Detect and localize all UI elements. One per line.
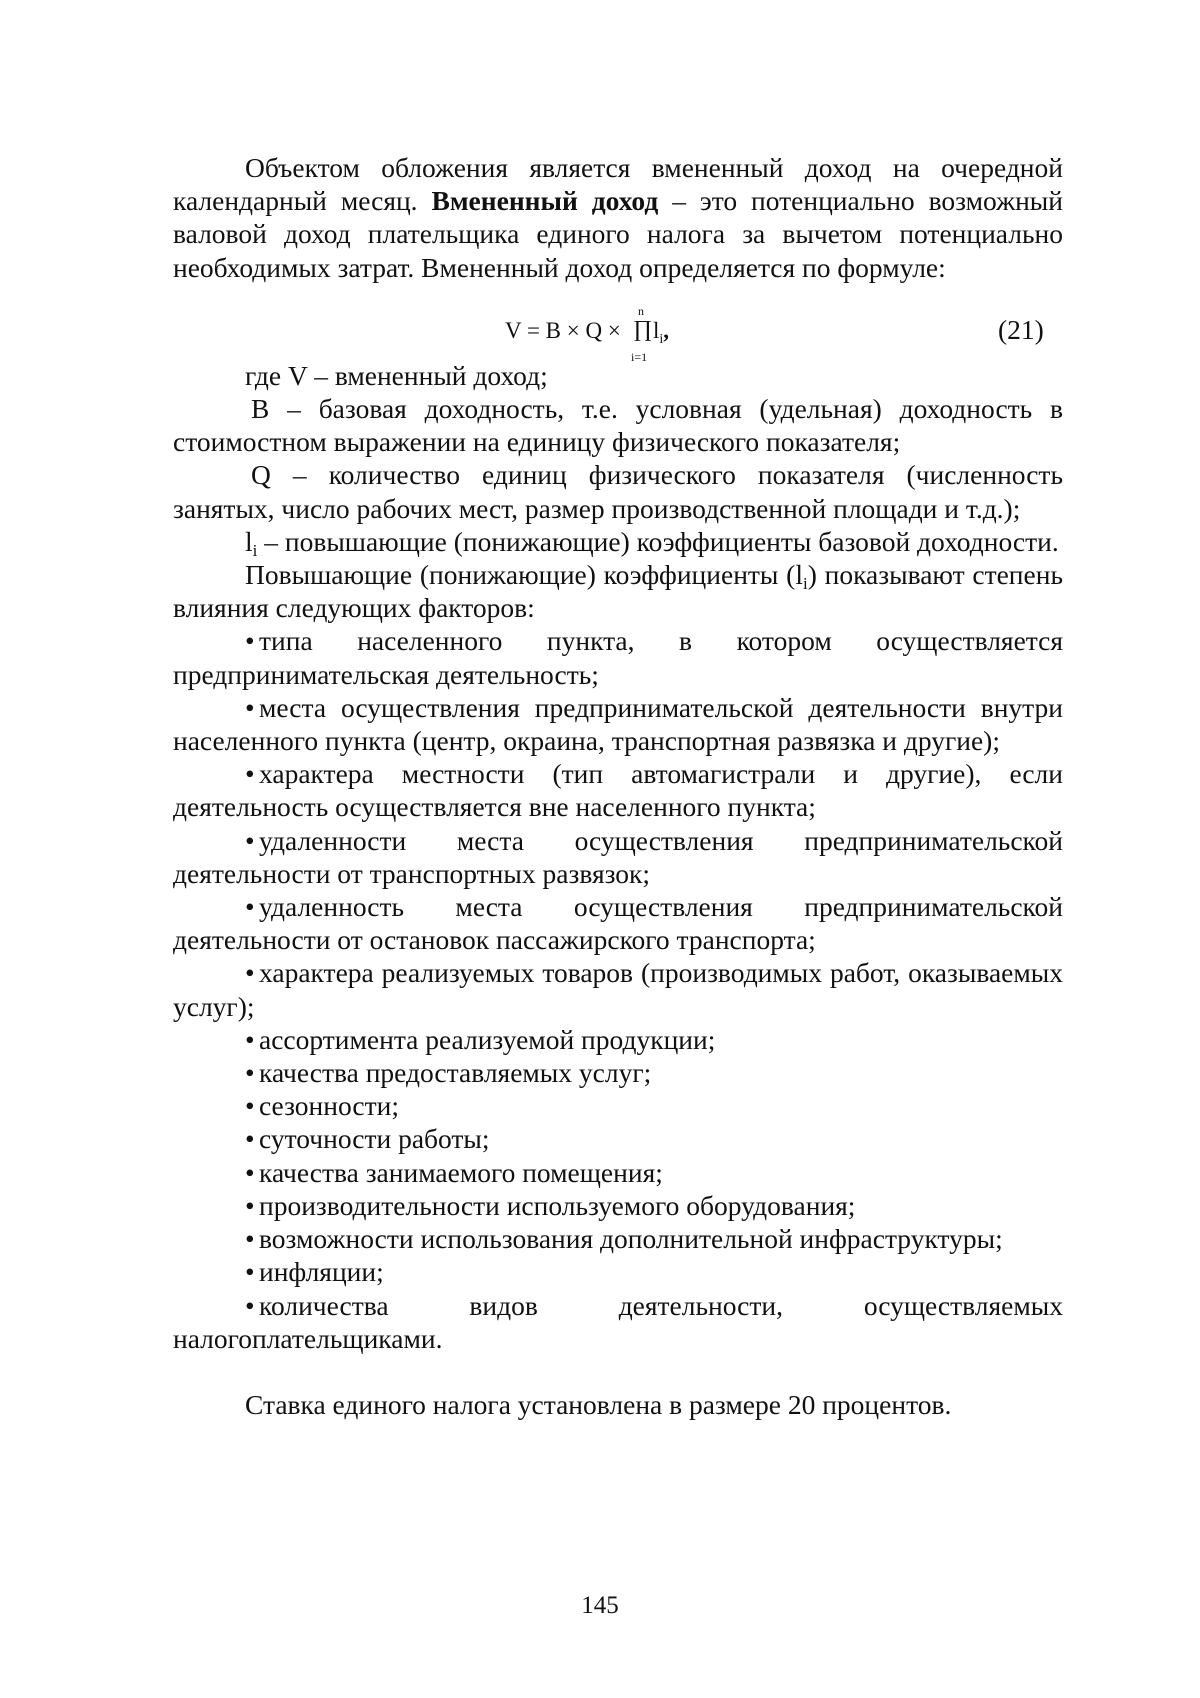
definition-b: B – базовая доходность, т.е. условная (удельная) доходность в стоимостном выражении на единицу физического показателя; — [173, 393, 1063, 458]
list-item-text: удаленности места осуществления предпринимательской деятельности от транспортных развязок; — [173, 824, 1063, 889]
list-item-text: качества занимаемого помещения; — [259, 1156, 663, 1188]
list-item-text: места осуществления предпринимательской деятельности внутри населенного пункта (центр, окраина, транспортная развязка и другие); — [173, 691, 1063, 757]
list-item — [173, 824, 1063, 890]
bullet-icon: • — [245, 1057, 255, 1089]
list-item-text: ассортимента реализуемой продукции; — [259, 1023, 716, 1055]
list-item-text: удаленность места осуществления предпринимательской деятельности от остановок пассажирского транспорта; — [173, 891, 1063, 956]
product-upper-limit: n — [638, 303, 644, 318]
tax-rate-sentence: Ставка единого налога установлена в размере 20 процентов. — [245, 1388, 952, 1420]
product-operator — [631, 297, 653, 364]
body-text — [173, 151, 1063, 1421]
bullet-icon: • — [245, 957, 255, 989]
intro-text-end: – это потенциально возможный валовой доход плательщика единого налога за вычетом потенциально необходимых затрат. Вмененный доход определяется по формуле: — [173, 185, 1063, 283]
page-number: 145 — [581, 1592, 619, 1619]
list-item — [173, 890, 1063, 956]
list-item-text: суточности работы; — [259, 1123, 490, 1155]
list-item-text: производительности используемого оборудования; — [259, 1189, 856, 1221]
l-definition-text: – повышающие (понижающие) коэффициенты базовой доходности. — [257, 525, 1059, 557]
bullet-icon: • — [245, 1023, 255, 1055]
list-item — [173, 956, 1063, 1022]
formula-comma: , — [663, 317, 670, 343]
factors-index: i — [802, 574, 808, 594]
bullet-icon: • — [245, 1156, 255, 1188]
formula-lhs: V = B × Q × — [505, 317, 621, 343]
formula-factor — [653, 314, 669, 356]
bullet-icon: • — [245, 758, 255, 790]
definition-v: где V – вмененный доход; — [245, 359, 548, 391]
definition-l — [173, 525, 1063, 558]
equation-number: (21) — [998, 313, 1044, 345]
list-item — [173, 757, 1063, 823]
list-item-text: типа населенного пункта, в котором осуществляется предпринимательская деятельность; — [173, 625, 1063, 690]
spacer — [173, 1355, 1063, 1388]
list-item-text: возможности использования дополнительной инфраструктуры; — [259, 1223, 1003, 1255]
list-item — [173, 691, 1063, 757]
list-item — [173, 624, 1063, 690]
definition-q: Q – количество единиц физического показателя (численность занятых, число рабочих мест, размер производственной площади и т.д.); — [173, 459, 1063, 524]
list-item — [173, 1089, 1063, 1122]
list-item — [173, 1122, 1063, 1155]
list-item-text: характера местности (тип автомагистрали и другие), если деятельность осуществляется вне населенного пункта; — [173, 758, 1063, 823]
factor-index: i — [659, 331, 664, 347]
list-item — [173, 1023, 1063, 1056]
bullet-icon: • — [245, 1256, 255, 1288]
list-item — [173, 1056, 1063, 1089]
factors-text-start: Повышающие (понижающие) коэффициенты (l — [245, 559, 803, 591]
formula-block — [173, 297, 1063, 364]
bullet-icon: • — [245, 1123, 255, 1155]
factor-symbol: l — [653, 317, 660, 343]
bullet-icon: • — [245, 891, 255, 923]
list-item — [173, 1289, 1063, 1355]
factors-text-end: ) показывают степень влияния следующих факторов: — [173, 559, 1063, 624]
bullet-icon: • — [245, 824, 255, 856]
bullet-icon: • — [245, 1289, 255, 1321]
product-lower-limit: i=1 — [631, 349, 648, 364]
list-item-text: количества видов деятельности, осуществляемых налогоплательщиками. — [173, 1289, 1063, 1354]
list-item-text: характера реализуемых товаров (производимых работ, оказываемых услуг); — [173, 957, 1063, 1022]
bullet-icon: • — [245, 691, 255, 723]
intro-paragraph — [173, 151, 1063, 284]
bullet-icon: • — [245, 1189, 255, 1221]
list-item-text: инфляции; — [259, 1256, 384, 1288]
intro-text-start: Объектом обложения является вмененный доход на очередной календарный месяц. — [173, 152, 1063, 217]
l-symbol: l — [245, 525, 253, 557]
list-item — [173, 1222, 1063, 1255]
bullet-icon: • — [245, 1223, 255, 1255]
l-index: i — [252, 540, 258, 560]
list-item — [173, 1156, 1063, 1189]
factors-list — [173, 624, 1063, 1354]
list-item-text: качества предоставляемых услуг; — [259, 1057, 652, 1089]
list-item-text: сезонности; — [259, 1090, 399, 1122]
list-item — [173, 1255, 1063, 1288]
bullet-icon: • — [245, 625, 255, 657]
term-imputed-income: Вмененный доход — [431, 185, 659, 217]
list-item — [173, 1189, 1063, 1222]
factors-paragraph — [173, 558, 1063, 624]
bullet-icon: • — [245, 1090, 255, 1122]
product-symbol: ∏ — [633, 315, 652, 341]
